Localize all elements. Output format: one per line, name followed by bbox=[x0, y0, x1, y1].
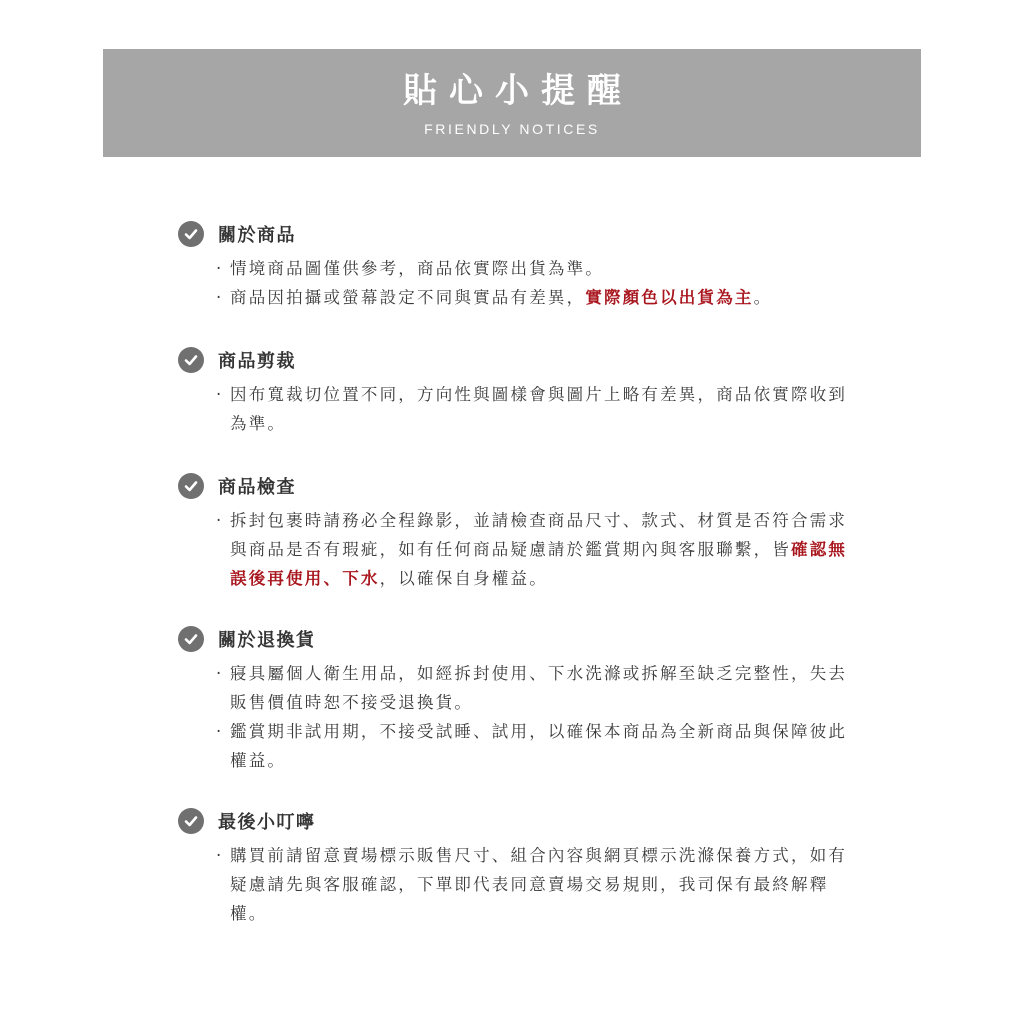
bullet: · bbox=[216, 511, 224, 530]
bullet: · bbox=[216, 385, 224, 404]
item-text-after: 。 bbox=[753, 288, 773, 307]
check-circle-icon bbox=[178, 347, 204, 373]
section-cutting bbox=[178, 344, 858, 438]
item-text: 拆封包裹時請務必全程錄影，並請檢查商品尺寸、款式、材質是否符合需求與商品是否有瑕疵，如有任何商品疑慮請於鑑賞期內與客服聯繫，皆 bbox=[230, 511, 848, 559]
section-about-product bbox=[178, 218, 858, 312]
bullet: · bbox=[216, 664, 224, 683]
highlight-text: 確認無誤後再使用、下水 bbox=[230, 540, 848, 588]
item-text: 情境商品圖僅供參考，商品依實際出貨為準。 bbox=[230, 259, 604, 278]
check-circle-icon bbox=[178, 221, 204, 247]
item-list bbox=[216, 254, 858, 312]
section-title: 最後小叮嚀 bbox=[218, 812, 316, 833]
item-list bbox=[216, 506, 858, 593]
check-circle-icon bbox=[178, 626, 204, 652]
item-list bbox=[216, 659, 858, 775]
item-text: 鑑賞期非試用期，不接受試睡、試用，以確保本商品為全新商品與保障彼此權益。 bbox=[230, 722, 848, 770]
section-title: 商品檢查 bbox=[218, 477, 296, 498]
section-title: 關於商品 bbox=[218, 225, 296, 246]
list-item bbox=[216, 506, 858, 593]
item-text-after: ，以確保自身權益。 bbox=[379, 569, 548, 588]
list-item bbox=[216, 254, 858, 283]
item-list bbox=[216, 380, 858, 438]
bullet: · bbox=[216, 259, 224, 278]
section-header bbox=[178, 344, 858, 376]
item-text: 因布寬裁切位置不同，方向性與圖樣會與圖片上略有差異，商品依實際收到為準。 bbox=[230, 385, 848, 433]
section-title: 關於退換貨 bbox=[218, 630, 316, 651]
bullet: · bbox=[216, 846, 224, 865]
section-title: 商品剪裁 bbox=[218, 351, 296, 372]
item-list bbox=[216, 841, 858, 928]
check-circle-icon bbox=[178, 473, 204, 499]
list-item bbox=[216, 283, 858, 312]
section-inspection bbox=[178, 470, 858, 593]
list-item bbox=[216, 717, 858, 775]
section-final-reminder bbox=[178, 805, 858, 928]
page-subtitle: FRIENDLY NOTICES bbox=[424, 121, 600, 137]
list-item bbox=[216, 380, 858, 438]
check-circle-icon bbox=[178, 808, 204, 834]
list-item bbox=[216, 659, 858, 717]
item-text: 商品因拍攝或螢幕設定不同與實品有差異， bbox=[230, 288, 586, 307]
section-header bbox=[178, 470, 858, 502]
page-title: 貼心小提醒 bbox=[403, 71, 633, 111]
item-text: 購買前請留意賣場標示販售尺寸、組合內容與網頁標示洗滌保養方式，如有疑慮請先與客服確認，下單即代表同意賣場交易規則，我司保有最終解釋權。 bbox=[230, 846, 848, 923]
section-header bbox=[178, 805, 858, 837]
header-banner bbox=[103, 49, 921, 157]
section-header bbox=[178, 623, 858, 655]
bullet: · bbox=[216, 288, 224, 307]
section-returns bbox=[178, 623, 858, 775]
item-text: 寢具屬個人衛生用品，如經拆封使用、下水洗滌或拆解至缺乏完整性，失去販售價值時恕不接受退換貨。 bbox=[230, 664, 848, 712]
bullet: · bbox=[216, 722, 224, 741]
section-header bbox=[178, 218, 858, 250]
list-item bbox=[216, 841, 858, 928]
highlight-text: 實際顏色以出貨為主 bbox=[585, 288, 754, 307]
